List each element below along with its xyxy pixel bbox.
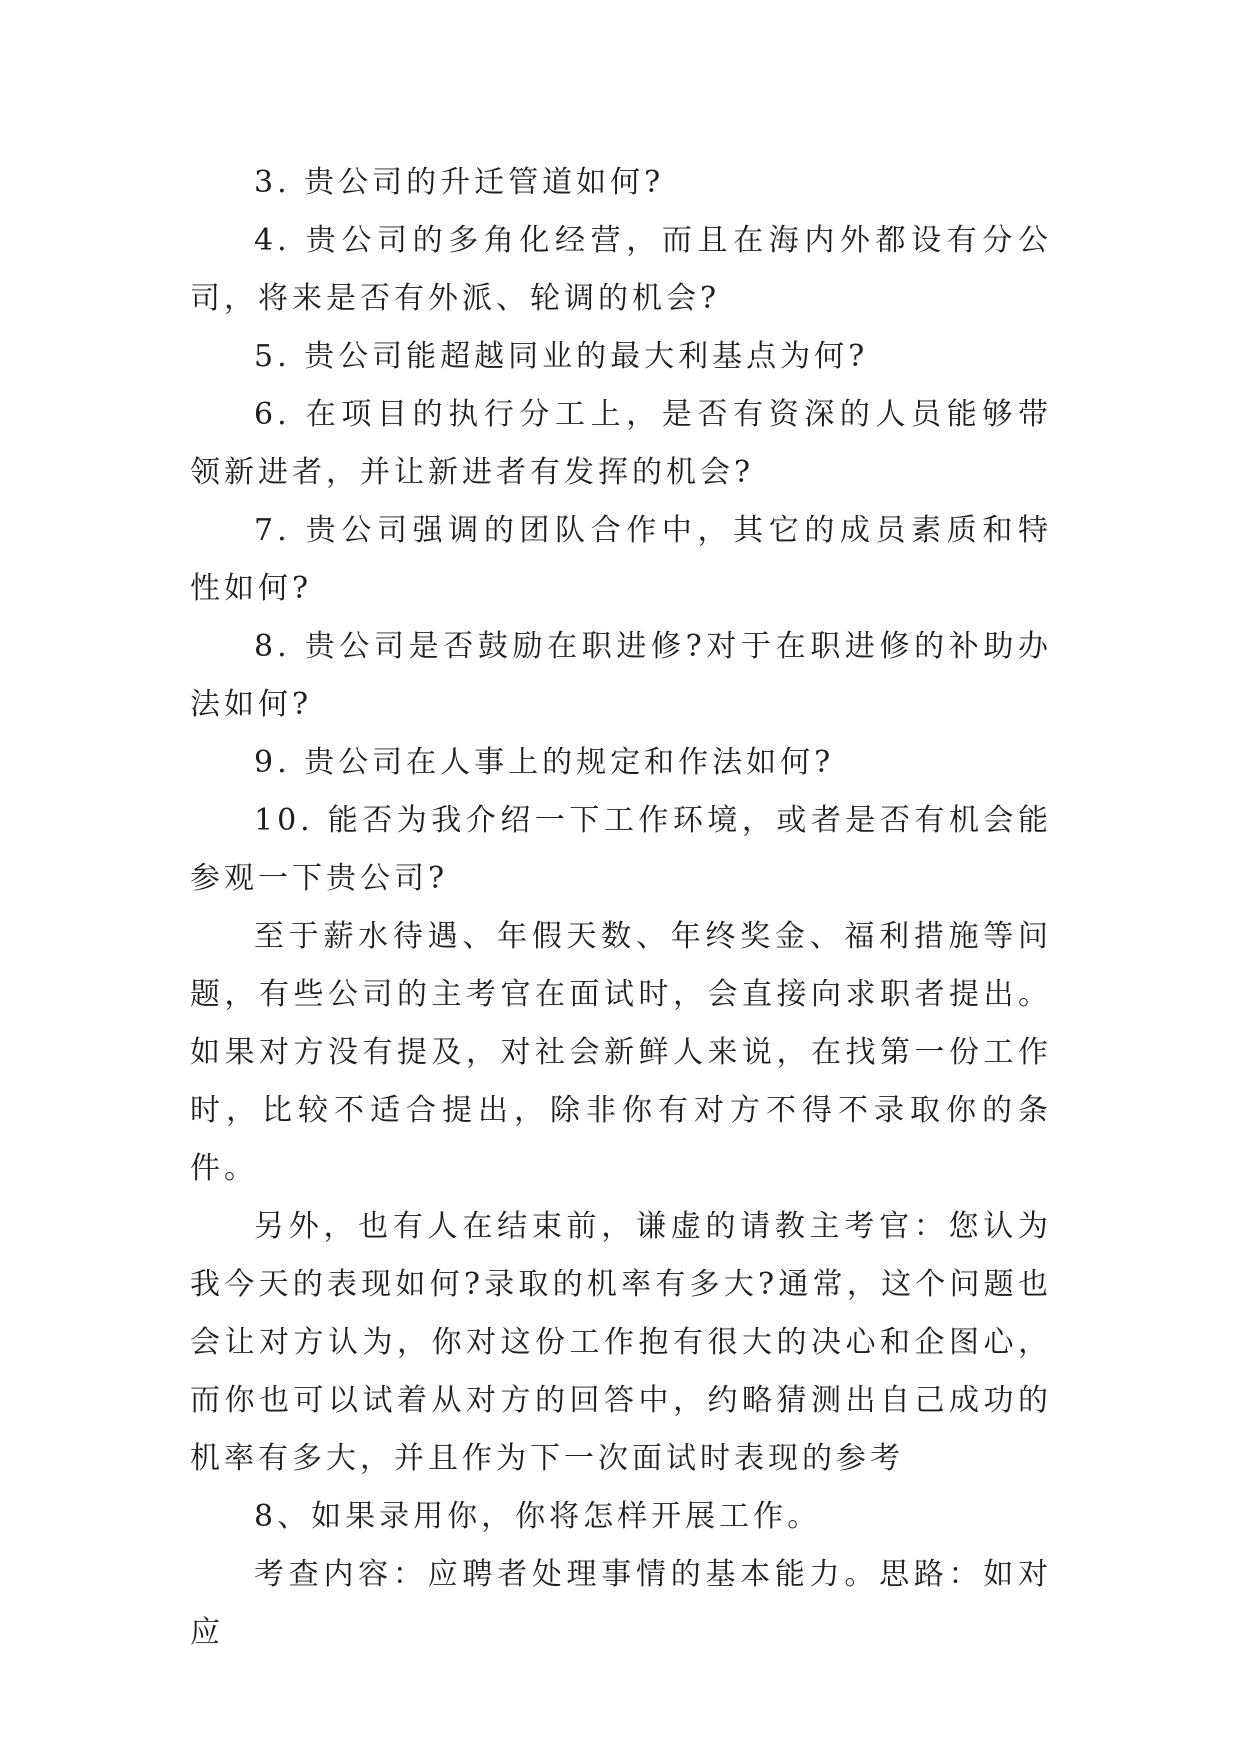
question-6: 6. 在项目的执行分工上，是否有资深的人员能够带领新进者，并让新进者有发挥的机会? [190, 397, 1052, 490]
section-heading-8: 8、如果录用你，你将怎样开展工作。 [254, 1499, 822, 1534]
assessment-content-paragraph: 考查内容：应聘者处理事情的基本能力。思路：如对应 [190, 1557, 1052, 1650]
question-9: 9. 贵公司在人事上的规定和作法如何? [254, 745, 835, 780]
question-4: 4. 贵公司的多角化经营，而且在海内外都设有分公司，将来是否有外派、轮调的机会? [190, 223, 1052, 316]
question-7: 7. 贵公司强调的团队合作中，其它的成员素质和特性如何? [190, 513, 1052, 606]
question-3: 3. 贵公司的升迁管道如何? [254, 165, 665, 200]
document-body [190, 154, 1052, 1662]
question-5: 5. 贵公司能超越同业的最大利基点为何? [254, 339, 869, 374]
salary-benefits-paragraph: 至于薪水待遇、年假天数、年终奖金、福利措施等问题，有些公司的主考官在面试时，会直接向求职者提出。如果对方没有提及，对社会新鲜人来说，在找第一份工作时，比较不适合提出，除非你有对方不得不录取你的条件。 [190, 919, 1052, 1186]
closing-question-paragraph: 另外，也有人在结束前，谦虚的请教主考官：您认为我今天的表现如何?录取的机率有多大?通常，这个问题也会让对方认为，你对这份工作抱有很大的决心和企图心，而你也可以试着从对方的回答中，约略猜测出自己成功的机率有多大，并且作为下一次面试时表现的参考 [190, 1209, 1052, 1476]
question-10: 10. 能否为我介绍一下工作环境，或者是否有机会能参观一下贵公司? [190, 803, 1052, 896]
question-8: 8. 贵公司是否鼓励在职进修?对于在职进修的补助办法如何? [190, 629, 1052, 722]
